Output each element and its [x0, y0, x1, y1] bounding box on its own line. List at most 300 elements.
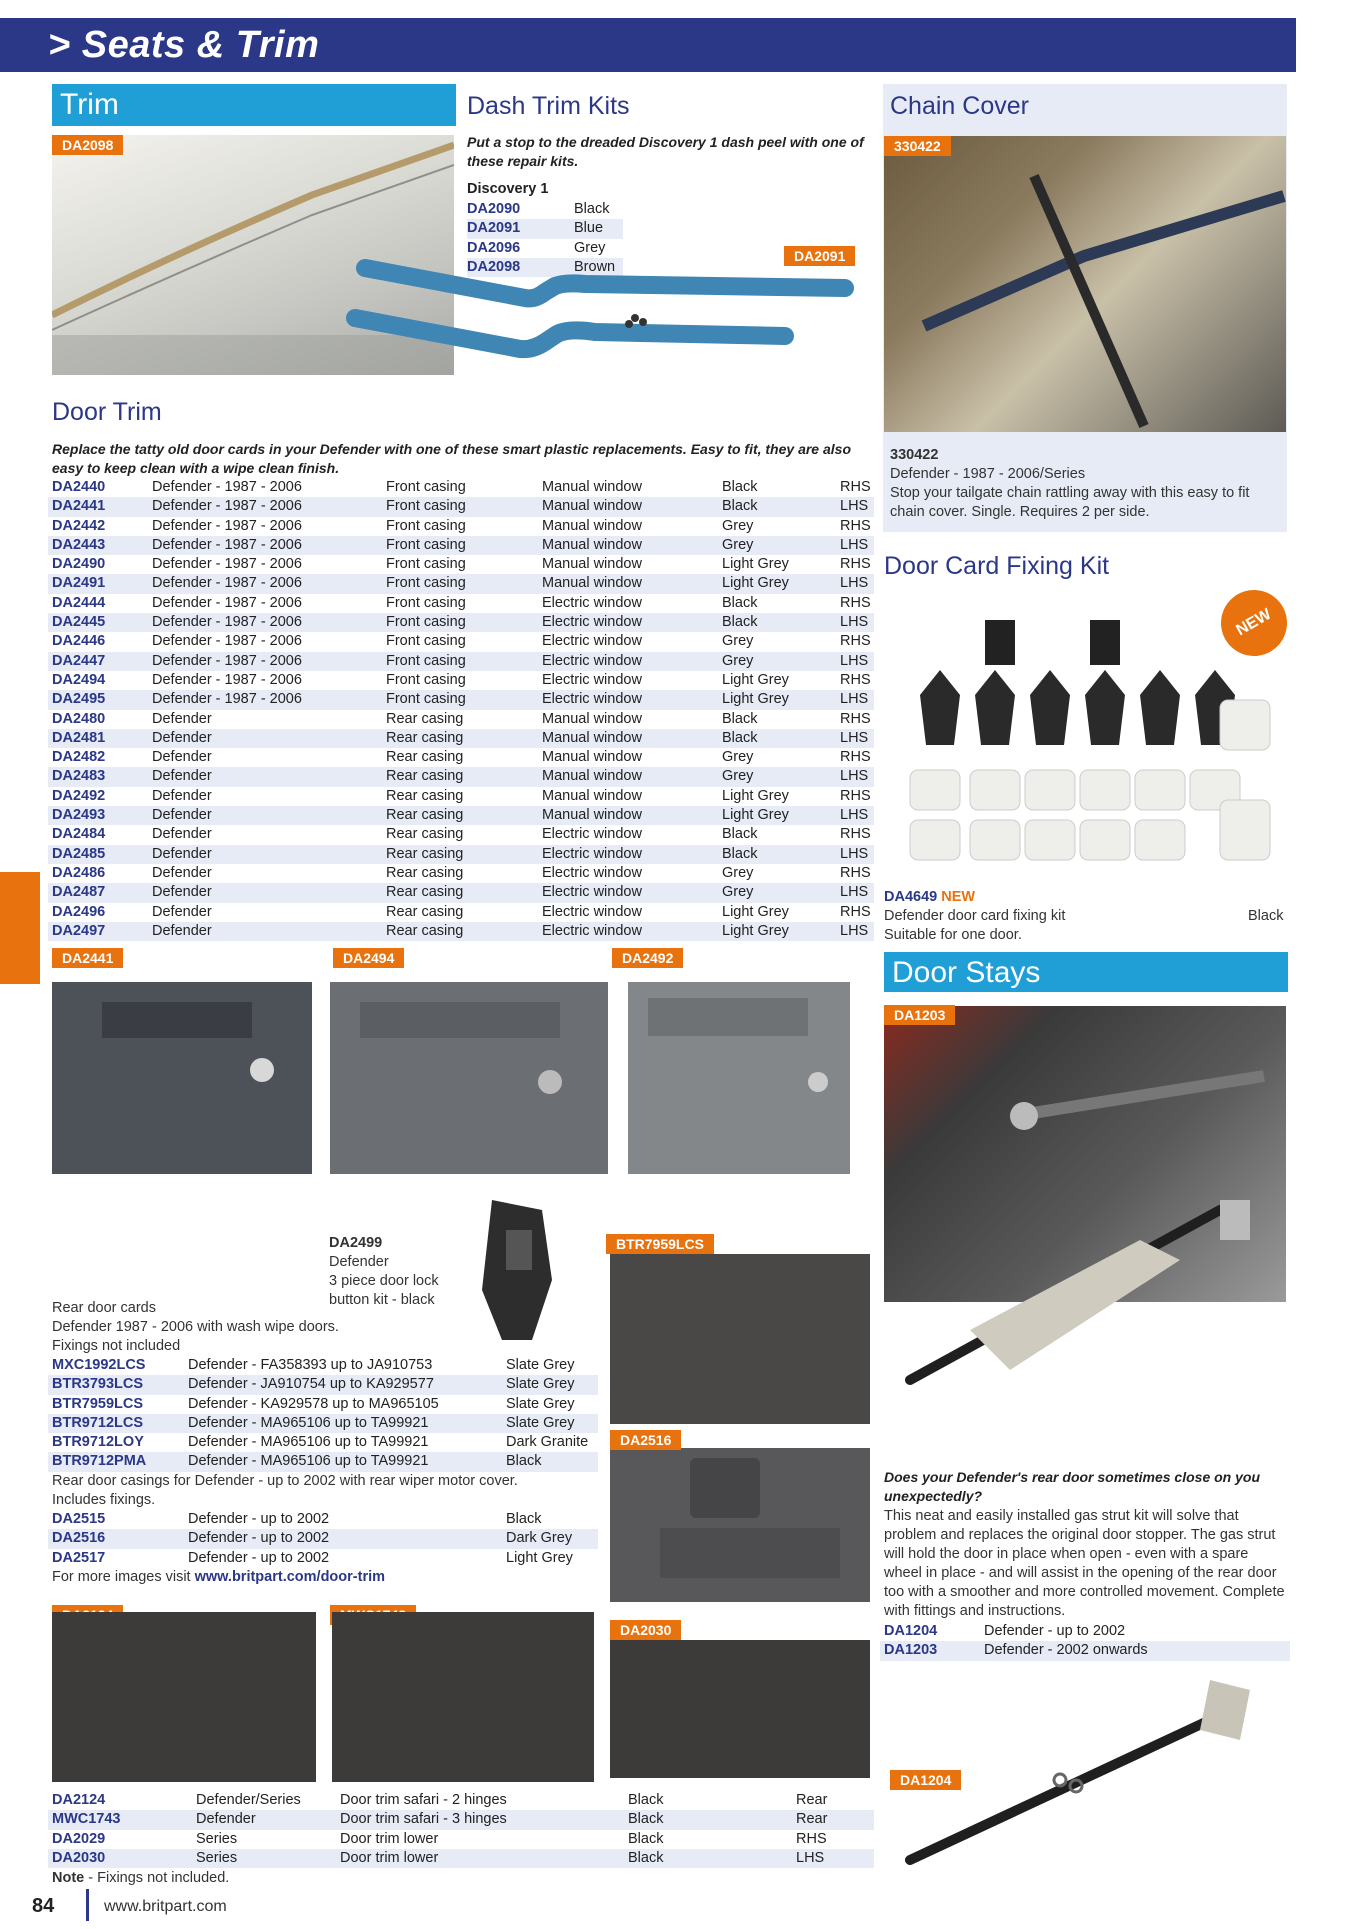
colour: Light Grey [722, 807, 789, 824]
door-trim-title: Door Trim [52, 398, 162, 426]
part-code: DA2487 [52, 884, 106, 901]
part-code: DA2484 [52, 826, 106, 843]
casing: Front casing [386, 614, 466, 631]
dash-colour: Grey [574, 239, 606, 256]
door-card-tag: DA2494 [333, 948, 404, 968]
side: LHS [840, 614, 869, 631]
side: LHS [840, 884, 869, 901]
fixing-new-label: NEW [941, 889, 976, 905]
position: LHS [796, 1849, 825, 1866]
part-code: DA2485 [52, 845, 106, 862]
side: LHS [840, 498, 869, 515]
rear-cards-line-1: Rear door cards [52, 1300, 156, 1316]
door-card-image [330, 982, 608, 1174]
position: RHS [796, 1830, 827, 1847]
dash-intro: Put a stop to the dreaded Discovery 1 dash peel with one of these repair kits. [467, 134, 864, 169]
window-type: Electric window [542, 614, 642, 631]
colour: Light Grey [722, 787, 789, 804]
casing: Front casing [386, 671, 466, 688]
door-trim-table [48, 478, 874, 941]
dash-colour: Brown [574, 258, 616, 275]
door-trim-row [48, 883, 874, 902]
model: Defender - 1987 - 2006 [152, 633, 302, 650]
door-trim-row [48, 729, 874, 748]
casing: Rear casing [386, 903, 464, 920]
fixing-code: DA4649 [884, 889, 938, 905]
footer-url[interactable]: www.britpart.com [104, 1898, 227, 1915]
stays-code: DA1204 [884, 1623, 938, 1639]
colour: Slate Grey [506, 1395, 575, 1412]
more-images-link[interactable]: www.britpart.com/door-trim [194, 1569, 386, 1585]
window-type: Manual window [542, 556, 642, 573]
model: Defender - 1987 - 2006 [152, 536, 302, 553]
side: RHS [840, 594, 871, 611]
position: Rear [796, 1792, 828, 1808]
chain-photo [884, 136, 1286, 432]
casing: Front casing [386, 691, 466, 708]
colour: Dark Grey [506, 1530, 573, 1547]
door-trim-row [48, 478, 874, 497]
description: Door trim lower [340, 1830, 439, 1847]
chain-model: Defender - 1987 - 2006/Series [890, 466, 1086, 482]
door-stays-body: This neat and easily installed gas strut kit will solve that problem and replaces the original door stopper. The gas strut will hold the door in place when open - even with a spare wheel in place - and will assist in the opening of the rear door too with a smoother and more controlled movement. Complete with fittings and instructions. [884, 1508, 1285, 1619]
rear-card-image [610, 1254, 870, 1424]
rear-cards-row [48, 1414, 598, 1433]
section-side-tab [0, 872, 40, 984]
rear-cards-row [48, 1395, 598, 1414]
dash-colour: Blue [574, 220, 604, 237]
casing: Rear casing [386, 864, 464, 881]
door-trim-intro: Replace the tatty old door cards in your Defender with one of these smart plastic replacements. Easy to fit, they are also easy to keep clean with a wipe clean finish. [52, 441, 851, 476]
window-type: Manual window [542, 768, 642, 785]
fixing-colour: Black [1248, 908, 1284, 924]
rear-casings-row [48, 1529, 598, 1548]
model: Defender - 1987 - 2006 [152, 594, 302, 611]
safari-trim-image [610, 1640, 870, 1778]
casing: Front casing [386, 575, 466, 592]
side: RHS [840, 749, 871, 766]
door-card-tag: DA2441 [52, 948, 123, 968]
window-type: Manual window [542, 787, 642, 804]
dash-row [467, 219, 623, 238]
part-code: DA2495 [52, 691, 106, 708]
new-badge: NEW [1209, 578, 1299, 668]
dash-photo-tag: DA2091 [784, 246, 855, 266]
casing: Rear casing [386, 826, 464, 843]
part-code: DA2443 [52, 536, 106, 553]
rear-casing-tag: DA2516 [610, 1430, 681, 1450]
window-type: Electric window [542, 691, 642, 708]
colour: Grey [722, 633, 754, 650]
colour: Grey [722, 864, 754, 881]
safari-row [48, 1849, 874, 1868]
door-trim-row [48, 767, 874, 786]
fixing-title: Door Card Fixing Kit [884, 552, 1110, 580]
colour: Grey [722, 749, 754, 766]
side: RHS [840, 787, 871, 804]
rear-cards-row [48, 1452, 598, 1471]
door-trim-row [48, 574, 874, 593]
model: Defender [152, 710, 212, 727]
dash-code: DA2091 [467, 220, 521, 237]
part-code: MWC1743 [52, 1811, 121, 1828]
rear-casing-illustration [610, 1448, 870, 1602]
gas-strut-image-1 [880, 1180, 1280, 1410]
window-type: Manual window [542, 710, 642, 727]
description: Defender - MA965106 up to TA99921 [188, 1434, 429, 1451]
door-trim-row [48, 536, 874, 555]
door-stays-photo-tag: DA1203 [884, 1005, 955, 1025]
part-code: DA2030 [52, 1849, 106, 1866]
colour: Black [506, 1453, 542, 1470]
model: Defender - 1987 - 2006 [152, 614, 302, 631]
safari-table [48, 1791, 874, 1868]
model: Defender - 1987 - 2006 [152, 517, 302, 534]
model: Defender [152, 864, 212, 881]
part-code: DA2481 [52, 729, 106, 746]
colour: Light Grey [722, 691, 789, 708]
model: Series [196, 1849, 238, 1866]
colour: Black [722, 729, 758, 746]
colour: Black [628, 1792, 664, 1808]
door-trim-row [48, 806, 874, 825]
footer-divider [86, 1889, 89, 1921]
rear-cards-row [48, 1433, 598, 1452]
lock-desc-1: 3 piece door lock [329, 1273, 439, 1289]
casing: Rear casing [386, 884, 464, 901]
window-type: Electric window [542, 826, 642, 843]
colour: Light Grey [722, 575, 789, 592]
colour: Black [722, 845, 758, 862]
door-trim-row [48, 652, 874, 671]
model: Defender - 1987 - 2006 [152, 498, 302, 515]
side: RHS [840, 671, 871, 688]
part-code: DA2441 [52, 498, 106, 515]
part-code: MXC1992LCS [52, 1357, 146, 1373]
casing: Rear casing [386, 787, 464, 804]
stays-code: DA1203 [884, 1642, 938, 1659]
door-trim-row [48, 671, 874, 690]
side: LHS [840, 729, 869, 746]
casing: Front casing [386, 633, 466, 650]
window-type: Manual window [542, 749, 642, 766]
rear-casings-row [48, 1510, 598, 1529]
part-code: DA2496 [52, 903, 106, 920]
door-trim-row [48, 690, 874, 709]
casing: Rear casing [386, 749, 464, 766]
side: LHS [840, 691, 869, 708]
part-code: DA2497 [52, 922, 106, 939]
window-type: Manual window [542, 575, 642, 592]
colour: Black [722, 710, 758, 727]
side: LHS [840, 575, 869, 592]
part-code: BTR9712LCS [52, 1414, 144, 1431]
model: Series [196, 1830, 238, 1847]
colour: Black [628, 1811, 664, 1828]
section-banner: > Seats & Trim [0, 18, 1296, 72]
description: Defender - FA358393 up to JA910753 [188, 1357, 433, 1373]
part-code: DA2493 [52, 807, 106, 824]
side: RHS [840, 826, 871, 843]
model: Defender - 1987 - 2006 [152, 556, 302, 573]
part-code: DA2442 [52, 517, 106, 534]
part-code: BTR3793LCS [52, 1376, 144, 1393]
safari-row [48, 1830, 874, 1849]
fixing-desc: Defender door card fixing kit [884, 908, 1066, 924]
window-type: Electric window [542, 671, 642, 688]
casing: Front casing [386, 556, 466, 573]
door-stays-heading: Door Stays [884, 952, 1288, 992]
dash-row [467, 200, 623, 219]
part-code: DA2124 [52, 1792, 106, 1808]
fixing-code-line [884, 888, 975, 907]
door-trim-row [48, 613, 874, 632]
dash-code: DA2096 [467, 239, 521, 256]
door-card-image [628, 982, 850, 1174]
door-trim-row [48, 497, 874, 516]
fixing-note: Suitable for one door. [884, 927, 1022, 943]
door-card-illustration [52, 982, 312, 1174]
window-type: Manual window [542, 536, 642, 553]
part-code: DA2440 [52, 479, 106, 495]
side: LHS [840, 807, 869, 824]
colour: Black [628, 1830, 664, 1847]
door-trim-row [48, 903, 874, 922]
side: RHS [840, 479, 871, 495]
part-code: DA2446 [52, 633, 106, 650]
stays-desc: Defender - 2002 onwards [984, 1642, 1148, 1659]
colour: Grey [722, 884, 754, 901]
dash-colour: Black [574, 201, 610, 217]
window-type: Electric window [542, 864, 642, 881]
dash-trim-strips-image [345, 248, 855, 388]
door-trim-row [48, 555, 874, 574]
part-code: DA2490 [52, 556, 106, 573]
window-type: Manual window [542, 729, 642, 746]
model: Defender - 1987 - 2006 [152, 652, 302, 669]
stays-row [880, 1622, 1290, 1641]
safari-trim-image [332, 1612, 594, 1782]
model: Defender [152, 845, 212, 862]
dash-code: DA2098 [467, 258, 521, 275]
side: RHS [840, 903, 871, 920]
model: Defender - 1987 - 2006 [152, 575, 302, 592]
side: RHS [840, 556, 871, 573]
colour: Black [628, 1849, 664, 1866]
door-card-illustration [628, 982, 850, 1174]
part-code: DA2517 [52, 1549, 106, 1566]
casing: Rear casing [386, 807, 464, 824]
colour: Black [722, 614, 758, 631]
part-code: DA2491 [52, 575, 106, 592]
side: LHS [840, 845, 869, 862]
side: RHS [840, 864, 871, 881]
stays-desc: Defender - up to 2002 [984, 1623, 1126, 1639]
colour: Grey [722, 768, 754, 785]
part-code: DA2483 [52, 768, 106, 785]
colour: Slate Grey [506, 1414, 575, 1431]
part-code: DA2515 [52, 1511, 106, 1527]
safari-note-text: - Fixings not included. [84, 1870, 230, 1886]
rear-casings-row [48, 1549, 598, 1568]
safari-trim-image [52, 1612, 316, 1782]
description: Door trim lower [340, 1849, 439, 1866]
casing: Rear casing [386, 768, 464, 785]
safari-row [48, 1791, 874, 1810]
colour: Black [722, 479, 758, 495]
window-type: Electric window [542, 903, 642, 920]
colour: Light Grey [722, 671, 789, 688]
part-code: DA2447 [52, 652, 106, 669]
fixing-kit-image [890, 600, 1290, 870]
description: Defender - MA965106 up to TA99921 [188, 1453, 429, 1470]
model: Defender [152, 749, 212, 766]
model: Defender - 1987 - 2006 [152, 691, 302, 708]
lock-desc-2: button kit - black [329, 1292, 435, 1308]
casing: Front casing [386, 652, 466, 669]
rear-cards-line-3: Fixings not included [52, 1338, 181, 1354]
model: Defender [152, 903, 212, 920]
side: LHS [840, 922, 869, 939]
rear-card-tag: BTR7959LCS [606, 1234, 714, 1254]
model: Defender [196, 1811, 256, 1828]
model: Defender [152, 807, 212, 824]
model: Defender/Series [196, 1792, 301, 1808]
description: Defender - KA929578 up to MA965105 [188, 1395, 439, 1412]
door-trim-row [48, 864, 874, 883]
colour: Dark Granite [506, 1434, 589, 1451]
more-images-prefix: For more images visit [52, 1569, 195, 1585]
casing: Rear casing [386, 922, 464, 939]
model: Defender [152, 768, 212, 785]
chain-title: Chain Cover [890, 92, 1029, 120]
colour: Black [506, 1511, 542, 1527]
door-trim-row [48, 922, 874, 941]
lock-code: DA2499 [329, 1235, 383, 1251]
safari-note [52, 1869, 229, 1888]
colour: Slate Grey [506, 1376, 575, 1393]
description: Defender - up to 2002 [188, 1549, 330, 1566]
colour: Grey [722, 652, 754, 669]
side: RHS [840, 517, 871, 534]
window-type: Electric window [542, 884, 642, 901]
model: Defender - 1987 - 2006 [152, 671, 302, 688]
casing: Front casing [386, 517, 466, 534]
casing: Front casing [386, 594, 466, 611]
casing: Rear casing [386, 710, 464, 727]
window-type: Electric window [542, 845, 642, 862]
colour: Light Grey [722, 903, 789, 920]
part-code: DA2445 [52, 614, 106, 631]
description: Defender - JA910754 up to KA929577 [188, 1376, 434, 1393]
door-stays-question: Does your Defender's rear door sometimes close on you unexpectedly? [884, 1469, 1260, 1504]
casing: Front casing [386, 498, 466, 515]
description: Defender - up to 2002 [188, 1511, 330, 1527]
safari-row [48, 1810, 874, 1829]
colour: Light Grey [506, 1549, 573, 1566]
trim-photo-tag: DA2098 [52, 135, 123, 155]
rear-cards-row [48, 1375, 598, 1394]
door-trim-row [48, 632, 874, 651]
model: Defender [152, 826, 212, 843]
rear-cards-line-2: Defender 1987 - 2006 with wash wipe doors. [52, 1319, 339, 1335]
side: RHS [840, 633, 871, 650]
door-lock-image [462, 1190, 570, 1350]
side: RHS [840, 710, 871, 727]
rear-casings-line-1: Rear door casings for Defender - up to 2002 with rear wiper motor cover. [52, 1473, 518, 1489]
door-trim-row [48, 748, 874, 767]
part-code: DA2029 [52, 1830, 106, 1847]
casing: Front casing [386, 479, 466, 495]
chain-photo-tag: 330422 [884, 136, 951, 156]
part-code: DA2480 [52, 710, 106, 727]
door-trim-row [48, 517, 874, 536]
window-type: Electric window [542, 594, 642, 611]
safari-note-label: Note [52, 1870, 85, 1886]
part-code: DA2492 [52, 787, 106, 804]
colour: Black [722, 594, 758, 611]
colour: Light Grey [722, 922, 789, 939]
rear-casing-image [610, 1448, 870, 1602]
dash-subtitle: Discovery 1 [467, 181, 549, 197]
window-type: Manual window [542, 517, 642, 534]
door-stays-photo-tag-2: DA1204 [890, 1770, 961, 1790]
stays-row [880, 1641, 1290, 1660]
part-code: DA2482 [52, 749, 106, 766]
part-code: DA2516 [52, 1530, 106, 1547]
model: Defender - 1987 - 2006 [152, 479, 302, 495]
colour: Light Grey [722, 556, 789, 573]
casing: Front casing [386, 536, 466, 553]
part-code: BTR9712LOY [52, 1434, 144, 1451]
window-type: Manual window [542, 479, 642, 495]
door-trim-row [48, 825, 874, 844]
rear-casings-line-2: Includes fixings. [52, 1492, 156, 1508]
description: Door trim safari - 2 hinges [340, 1792, 507, 1808]
door-card-image [52, 982, 312, 1174]
window-type: Electric window [542, 633, 642, 650]
window-type: Manual window [542, 498, 642, 515]
chain-desc: Stop your tailgate chain rattling away with this easy to fit chain cover. Single. Requires 2 per side. [890, 485, 1250, 520]
lock-model: Defender [329, 1254, 389, 1270]
side: LHS [840, 652, 869, 669]
colour: Black [722, 826, 758, 843]
dash-code: DA2090 [467, 201, 521, 217]
casing: Rear casing [386, 845, 464, 862]
part-code: DA2494 [52, 671, 106, 688]
description: Defender - MA965106 up to TA99921 [188, 1414, 429, 1431]
door-trim-row [48, 710, 874, 729]
colour: Grey [722, 536, 754, 553]
colour: Slate Grey [506, 1357, 575, 1373]
window-type: Electric window [542, 652, 642, 669]
dash-trim-title: Dash Trim Kits [467, 92, 630, 120]
position: Rear [796, 1811, 828, 1828]
description: Defender - up to 2002 [188, 1530, 330, 1547]
door-trim-row [48, 594, 874, 613]
chain-code: 330422 [890, 447, 939, 463]
safari-tag: DA2030 [610, 1620, 681, 1640]
colour: Grey [722, 517, 754, 534]
colour: Black [722, 498, 758, 515]
door-stays-table [880, 1622, 1290, 1661]
model: Defender [152, 729, 212, 746]
rear-cards-row [48, 1356, 598, 1375]
part-code: BTR9712PMA [52, 1453, 147, 1470]
model: Defender [152, 787, 212, 804]
door-card-tag: DA2492 [612, 948, 683, 968]
part-code: DA2486 [52, 864, 106, 881]
